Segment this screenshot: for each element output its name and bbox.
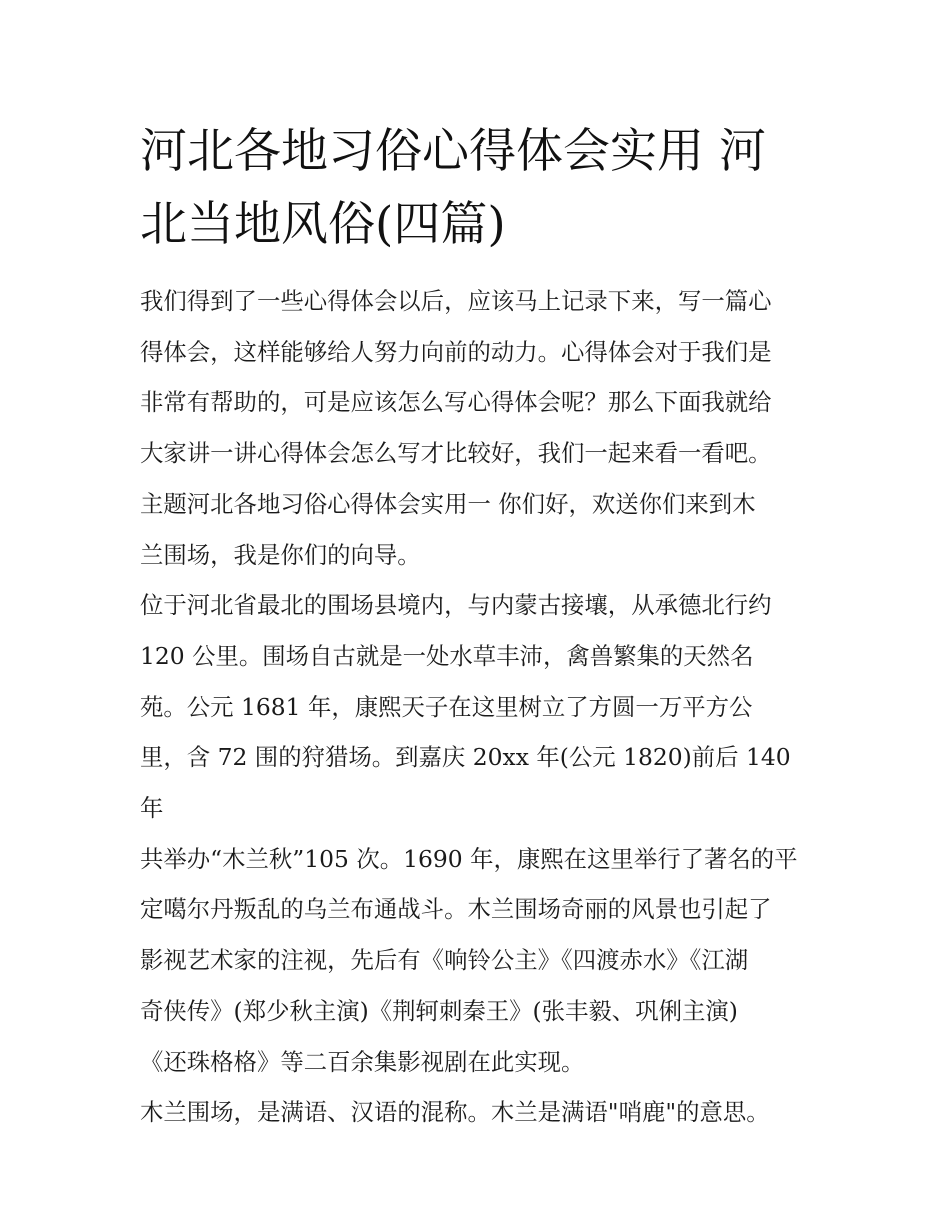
text-line: 大家讲一讲心得体会怎么写才比较好，我们一起来看一看吧。 bbox=[140, 439, 772, 468]
document-title bbox=[140, 115, 820, 261]
paragraph-intro bbox=[140, 276, 820, 580]
text-line: 非常有帮助的，可是应该怎么写心得体会呢？那么下面我就给 bbox=[140, 388, 772, 417]
paragraph-name-origin bbox=[140, 1087, 820, 1138]
text-line: 得体会，这样能够给人努力向前的动力。心得体会对于我们是 bbox=[140, 337, 772, 366]
text-line: 位于河北省最北的围场县境内，与内蒙古接壤，从承德北行约 bbox=[140, 591, 772, 620]
text-line: 苑。公元 1681 年，康熙天子在这里树立了方圆一万平方公 bbox=[140, 692, 753, 721]
text-line: 我们得到了一些心得体会以后，应该马上记录下来，写一篇心 bbox=[140, 287, 772, 315]
title-line-1: 河北各地习俗心得体会实用 河 bbox=[140, 124, 766, 179]
text-line: 兰围场，我是你们的向导。 bbox=[140, 540, 421, 569]
text-line: 影视艺术家的注视，先后有《响铃公主》《四渡赤水》《江湖 bbox=[140, 946, 749, 975]
text-line: 120 公里。围场自古就是一处水草丰沛，禽兽繁集的天然名 bbox=[140, 641, 754, 670]
text-line: 定噶尔丹叛乱的乌兰布通战斗。木兰围场奇丽的风景也引起了 bbox=[140, 895, 772, 924]
document-body bbox=[140, 276, 820, 1138]
text-line: 共举办“木兰秋”105 次。1690 年，康熙在这里举行了著名的平 bbox=[140, 844, 798, 873]
text-line: 里，含 72 围的狩猎场。到嘉庆 20xx 年(公元 1820)前后 140 年 bbox=[140, 743, 791, 823]
paragraph-history bbox=[140, 580, 820, 1087]
text-line: 《还珠格格》等二百余集影视剧在此实现。 bbox=[140, 1047, 585, 1076]
text-line: 木兰围场，是满语、汉语的混称。木兰是满语"哨鹿"的意思。 bbox=[140, 1098, 770, 1127]
text-line: 主题河北各地习俗心得体会实用一 你们好，欢送你们来到木 bbox=[140, 489, 756, 518]
text-line: 奇侠传》(郑少秋主演)《荆轲刺秦王》(张丰毅、巩俐主演) bbox=[140, 996, 738, 1025]
title-line-2: 北当地风俗(四篇) bbox=[140, 197, 506, 252]
